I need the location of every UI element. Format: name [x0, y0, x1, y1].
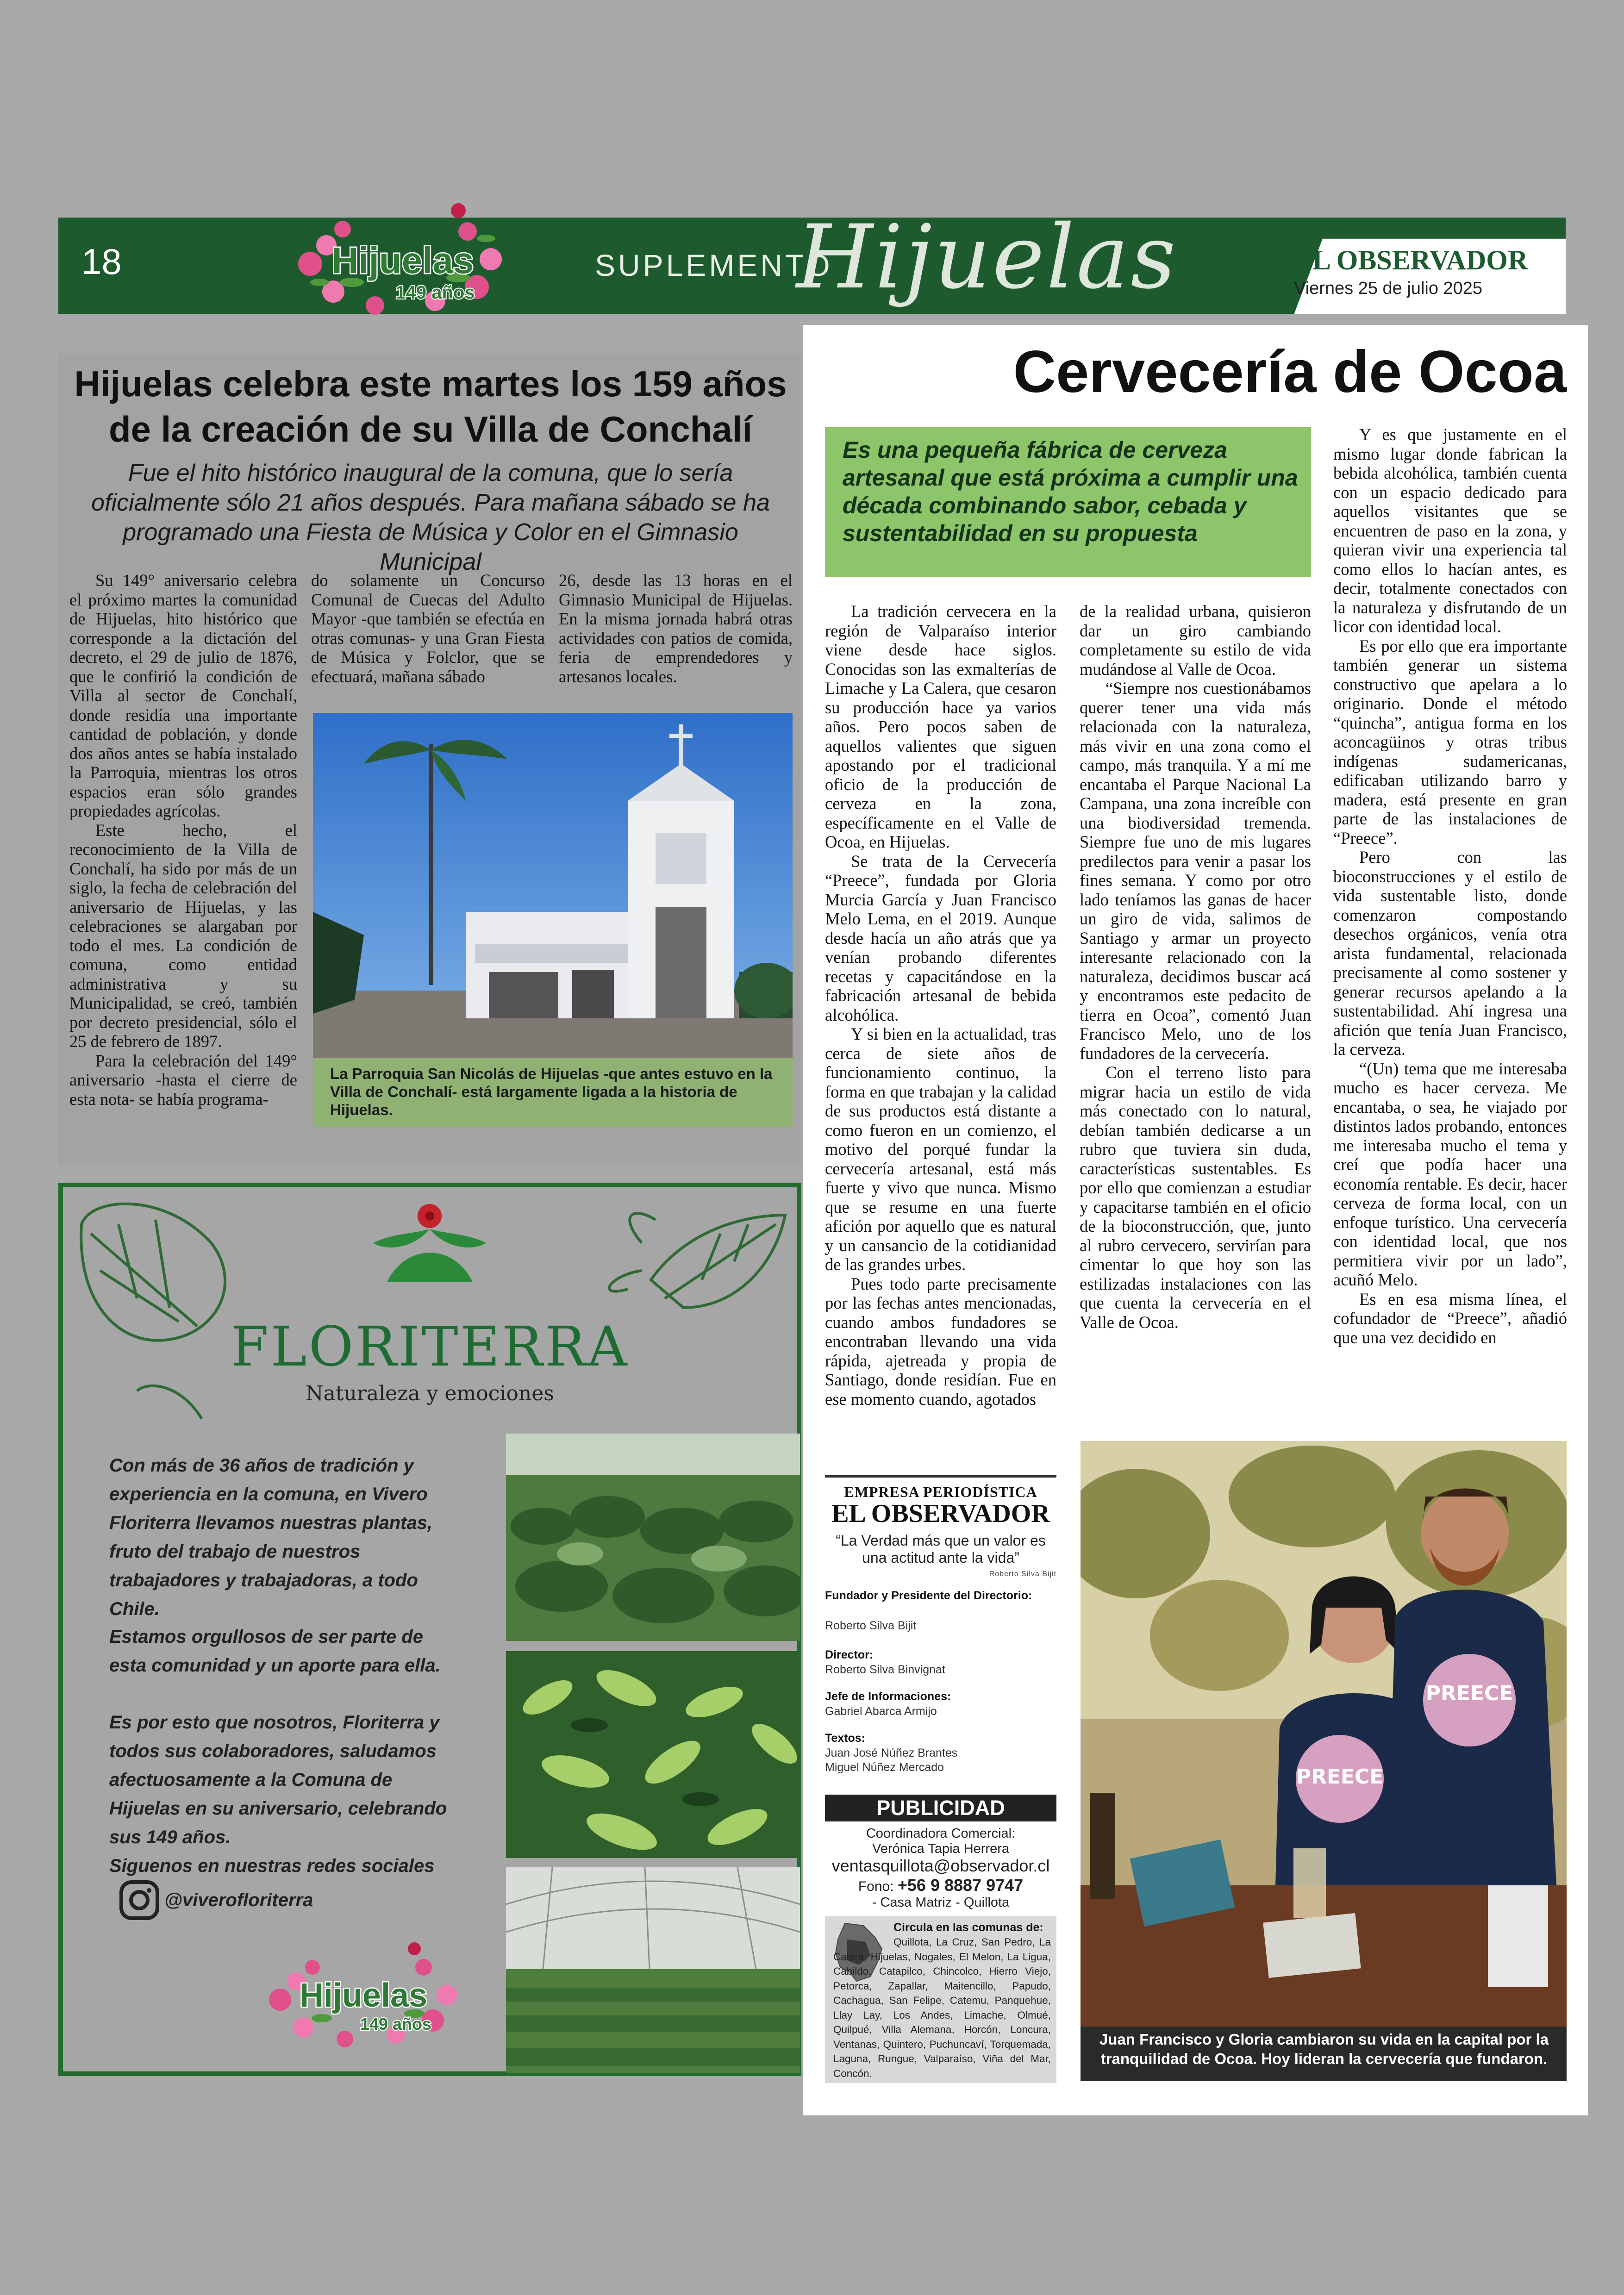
- staff-names: Roberto Silva Bijit: [825, 1619, 917, 1632]
- staff-role: Fundador y Presidente del Directorio:: [825, 1589, 1032, 1602]
- staff-role: Textos:: [825, 1732, 866, 1745]
- church-photo-caption: La Parroquia San Nicolás de Hijuelas -que antes estuvo en la Villa de Conchalí- está largamente ligada a la historia de Hijuelas.: [330, 1065, 773, 1118]
- paragraph: “Siempre nos cuestionábamos querer tener una vida más relacionada con la naturaleza, más vivir en una zona como el campo, más tranquila. Y a mí me encantaba el Parque Nacional La Campana, una zona increíble con una biodiversidad tremenda. Siempre fue uno de mis lugares predilectos para venir a pasar los fines semana. Y como por otro lado teníamos las ganas de hacer un giro de vida, salimos de Santiago y armar un proyecto interesante relacionado con la naturaleza, decidimos buscar acá y encontramos este pedacito de tierra en Ocoa”, comentó Juan Francisco Melo, uno de los fundadores de la cervecería.: [1080, 679, 1311, 1063]
- ad-paragraph-3: Es por esto que nosotros, Floriterra y todos sus colaboradores, saludamos afectuosamente a la Comuna de Hijuelas en su aniversario, celebrando sus 149 años.: [109, 1712, 447, 1847]
- supplement-name: Hijuelas: [796, 206, 1178, 308]
- paragraph: Su 149° aniversario celebra el próximo martes la comunidad de Hijuelas, hito histórico que corresponde a la dictación del decreto, el 29 de julio de 1876, que le confirió la condición de Villa al sector de Conchalí, donde residía una importante cantidad de población, y donde dos años antes se había instalado la Parroquia, mientras los otros espacios eran sólo grandes propiedades agrícolas.: [69, 571, 297, 820]
- paragraph: do solamente un Concurso Comunal de Cuecas del Adulto Mayor -que también se efectúa en otras comunas- y una Gran Fiesta de Música y Folclor, que se efectuará, mañana sábado: [311, 571, 545, 686]
- publicidad-title: PUBLICIDAD: [876, 1796, 1005, 1820]
- paragraph: Pero con las bioconstrucciones y el estilo de vida sustentable listo, donde comenzaron compostando desechos orgánicos, venía otra arista fundamental, relacionada precisamente al como sostener y generar recursos apelando a la sustentabilidad. Ahí ingresa una afición que tenía Juan Francisco, la cerveza.: [1333, 848, 1567, 1059]
- ad-brand-name: FLORITERRA: [231, 1315, 629, 1378]
- floriterra-logo-icon: [373, 1204, 486, 1282]
- right-article-column-2: [1080, 602, 1311, 1332]
- left-article-column-3: [559, 571, 793, 686]
- sales-email: ventasquillota@observador.cl: [831, 1856, 1050, 1875]
- staff-names: Juan José Núñez Brantes Miguel Núñez Mercado: [825, 1746, 958, 1774]
- left-article-column-1: [69, 571, 297, 1109]
- paragraph: Este hecho, el reconocimiento de la Villa de Conchalí, ha sido por más de un siglo, la fecha de celebración del aniversario de Hijuelas, y las celebraciones se alargaban por todo el mes. La condición de comuna, como entidad administrativa y su Municipalidad, se creó, también por decreto presidencial, sólo el 25 de febrero de 1897.: [69, 820, 297, 1051]
- paragraph: Pues todo parte precisamente por las fechas antes mencionadas, cuando ambos fundadores se encontraban llevando una vida rápida, ajetreada y propia de Santiago, donde residían. Fue en ese momento cuando, agotados: [825, 1274, 1056, 1409]
- shirt-logo-text: PREECE: [1296, 1765, 1384, 1789]
- ad-paragraph-2: Estamos orgullosos de ser parte de esta comunidad y un aporte para ella.: [109, 1627, 441, 1676]
- paragraph: Se trata de la Cervecería “Preece”, fundada por Gloria Murcia García y Juan Francisco Melo Lema, en el 2019. Aunque desde hacía un año atrás que ya venían probando diferentes recetas y capacitándose en la fabricación artesanal de bebida alcohólica.: [825, 851, 1056, 1024]
- ad-tagline: Naturaleza y emociones: [306, 1382, 554, 1405]
- coordinator-name: Verónica Tapia Herrera: [872, 1841, 1010, 1856]
- phone-line: [825, 1876, 1056, 1895]
- staff-names: Roberto Silva Binvignat: [825, 1663, 945, 1676]
- left-article-column-2: [311, 571, 545, 686]
- right-article-column-3: [1333, 425, 1567, 1347]
- newspaper-name: EL OBSERVADOR: [1294, 245, 1528, 275]
- staff-role: Director:: [825, 1648, 874, 1661]
- paragraph: Es por ello que era importante también generar un sistema constructivo que apelara a lo originario. Donde el método “quincha”, antigua forma en los aconcagüinos y otras tribus indígenas sudamericanas, edificaban utilizando barro y madera, está presente en gran parte de las instalaciones de “Preece”.: [1333, 636, 1567, 848]
- masthead-quote-author: Roberto Silva Bijit: [989, 1570, 1056, 1578]
- paragraph: Es en esa misma línea, el cofundador de “Preece”, añadió que una vez decidido en: [1333, 1289, 1567, 1347]
- masthead-company: EMPRESA PERIODÍSTICA: [844, 1484, 1037, 1500]
- left-article-title: Hijuelas celebra este martes los 159 años de la creación de su Villa de Conchalí: [74, 363, 787, 449]
- paragraph: Y si bien en la actualidad, tras cerca de siete años de funcionamiento continuo, la forma en que trabajan y la calidad de sus productos está distante a como fueron en un comienzo, el motivo del porqué fundar la cervecería artesanal, está más fuerte y vivo que nunca. Mismo que se resume en una fuerte afición por aquello que es natural y un cansancio de la cotidianidad de las grandes urbes.: [825, 1024, 1056, 1274]
- hijuelas-anniversary-logo: [257, 1935, 470, 2060]
- staff-names: Gabriel Abarca Armijo: [825, 1705, 937, 1718]
- ad-paragraph-1: Con más de 36 años de tradición y experiencia en la comuna, en Vivero Floriterra llevamos nuestras plantas, fruto del trabajo de nuestros trabajadores y trabajadoras, a todo Chile.: [109, 1455, 433, 1619]
- instagram-handle: @viverofloriterra: [164, 1890, 313, 1910]
- greenhouse-photo-2: [506, 1867, 800, 2073]
- right-article-title: Cervecería de Ocoa: [1013, 339, 1567, 405]
- shirt-logo-text: PREECE: [1425, 1682, 1513, 1705]
- paragraph: 26, desde las 13 horas en el Gimnasio Municipal de Hijuelas. En la misma jornada habrá otras actividades con patios de comida, feria de emprendedores y artesanos locales.: [559, 571, 793, 686]
- paragraph: Con el terreno listo para migrar hacia un estilo de vida más conectado con lo natural, debían también dedicarse a un rubro que tuviera sin duda, características sustentables. Es por ello que comienzan a estudiar y capacitarse también en el oficio de la bioconstrucción, que, junto al rubro cervecero, servirían para cimentar lo que hoy son las estilizadas instalaciones con las que cuenta la cervecería en el Valle de Ocoa.: [1080, 1063, 1311, 1332]
- coordinator-label: Coordinadora Comercial:: [866, 1826, 1016, 1841]
- page-number: 18: [81, 241, 122, 282]
- right-article-column-1: [825, 602, 1056, 1409]
- logo-years: 149 años: [360, 2014, 432, 2033]
- hijuelas-anniversary-logo: [282, 194, 523, 333]
- paragraph: La tradición cervecera en la región de Valparaíso interior viene desde hace siglos. Conocidas son las exmalterías de Limache y La Calera, que cesaron su producción hace ya varios años. Pero pocos saben de aquellos valientes que siguen apostando por el tradicional oficio de la producción de cerveza en la zona, específicamente en el Valle de Ocoa, en Hijuelas.: [825, 602, 1056, 851]
- paragraph: de la realidad urbana, quisieron dar un giro cambiando completamente su estilo de vida mudándose al Valle de Ocoa.: [1080, 602, 1311, 679]
- logo-text: Hijuelas: [331, 240, 474, 281]
- founders-photo-caption: Juan Francisco y Gloria cambiaron su vida en la capital por la tranquilidad de Ocoa. Hoy lideran la cervecería que fundaron.: [1099, 2031, 1549, 2067]
- phone-number: +56 9 8887 9747: [897, 1876, 1024, 1895]
- circulation-list: Quillota, La Cruz, San Pedro, La Calera, Hijuelas, Nogales, El Melon, La Ligua, Cabildo, Catapilco, Chincolco, Hierro Viejo, Petorca, Zapallar, Maitencillo, Papudo, Cachagua, San Felipe, Catemu, Panquehue, Llay Lay, Los Andes, Limache, Olmué, Quilpué, Villa Alemana, Horcón, Loncura, Ventanas, Quintero, Puchuncaví, Torquemada, Laguna, Rungue, Valparaíso, Viña del Mar, Concón.: [833, 1936, 1051, 2079]
- left-article-subtitle: Fue el hito histórico inaugural de la comuna, que lo sería oficialmente sólo 21 años después. Para mañana sábado se ha programado una Fiesta de Música y Color en el Gimnasio Municipal: [91, 460, 770, 575]
- logo-text: Hijuelas: [299, 1977, 428, 2014]
- right-article-lead: Es una pequeña fábrica de cerveza artesanal que está próxima a cumplir una década combinando sabor, cebada y sustentabilidad en su propuesta: [843, 437, 1298, 546]
- church-photo: [313, 713, 793, 1058]
- circulation-title: Circula en las comunas de:: [893, 1921, 1043, 1934]
- plant-leaves-photo: [506, 1651, 800, 1858]
- office-location: - Casa Matriz - Quillota: [872, 1895, 1010, 1910]
- masthead-quote: “La Verdad más que un valor es una actitud ante la vida”: [836, 1532, 1046, 1566]
- phone-label: Fono:: [858, 1879, 894, 1894]
- greenhouse-photo-1: [506, 1434, 800, 1641]
- logo-years: 149 años: [395, 282, 475, 303]
- paragraph: Y es que justamente en el mismo lugar donde fabrican la bebida alcohólica, también cuenta con un espacio dedicado para aquellos visitantes que se encuentren de paso en la zona, y quieran vivir una experiencia tal como ellos lo hacían antes, es decir, totalmente conectados con la naturaleza y disfrutando de un licor con identidad local.: [1333, 425, 1567, 636]
- staff-role: Jefe de Informaciones:: [825, 1690, 951, 1703]
- ad-social-label: Siguenos en nuestras redes sociales: [109, 1856, 435, 1876]
- masthead-paper-name: EL OBSERVADOR: [831, 1499, 1050, 1528]
- issue-date: Viernes 25 de julio 2025: [1294, 279, 1483, 298]
- masthead-rule: [825, 1475, 1056, 1478]
- paragraph: “(Un) tema que me interesaba mucho es hacer cerveza. Me encantaba, o sea, he viajado por distintos lados probando, entonces me interesaba mucho el tema y creí que podía hacer una economía rentable. Es decir, hacer cerveza de forma local, con un enfoque turístico. Una cervecería con identidad local, que nos permitiera vivir por un lado”, acuñó Melo.: [1333, 1059, 1567, 1289]
- supplement-label: SUPLEMENTO: [595, 248, 833, 282]
- founders-photo: [1081, 1441, 1567, 2027]
- instagram-icon: [119, 1879, 160, 1921]
- paragraph: Para la celebración del 149° aniversario -hasta el cierre de esta nota- se había programa-: [69, 1051, 297, 1109]
